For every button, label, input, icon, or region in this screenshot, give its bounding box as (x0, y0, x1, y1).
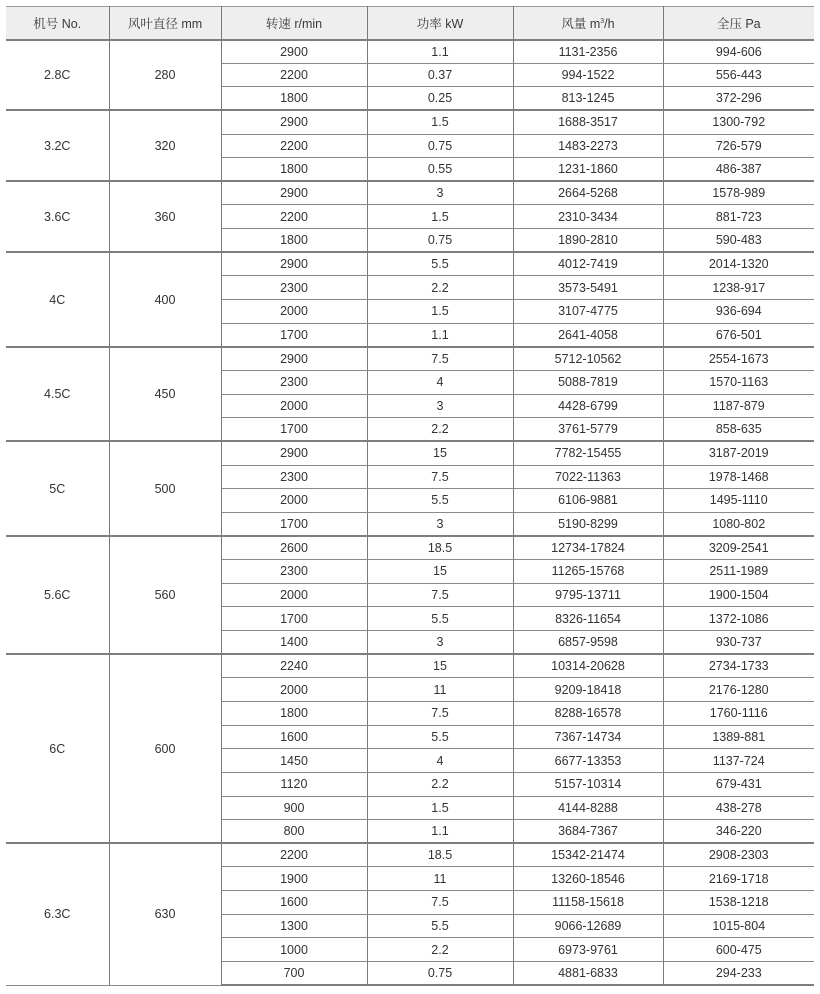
table-row (6, 441, 814, 465)
cell-impeller-diameter: 360 (109, 181, 221, 252)
cell-airflow: 3684-7367 (513, 820, 663, 844)
cell-airflow: 6106-9881 (513, 489, 663, 513)
cell-pressure: 1760-1116 (663, 701, 814, 725)
cell-model-no: 3.2C (6, 110, 109, 181)
cell-pressure: 930-737 (663, 631, 814, 655)
cell-airflow: 3573-5491 (513, 276, 663, 300)
cell-pressure: 590-483 (663, 229, 814, 253)
cell-model-no: 4C (6, 252, 109, 347)
cell-pressure: 3209-2541 (663, 536, 814, 560)
cell-model-no: 2.8C (6, 40, 109, 111)
cell-airflow: 12734-17824 (513, 536, 663, 560)
cell-pressure: 881-723 (663, 205, 814, 229)
cell-speed: 2200 (221, 134, 367, 158)
cell-pressure: 1978-1468 (663, 465, 814, 489)
cell-speed: 900 (221, 796, 367, 820)
header-impeller-diameter (109, 7, 221, 40)
cell-speed: 1700 (221, 607, 367, 631)
cell-speed: 2200 (221, 205, 367, 229)
cell-impeller-diameter: 320 (109, 110, 221, 181)
cell-airflow: 7782-15455 (513, 441, 663, 465)
cell-airflow: 7022-11363 (513, 465, 663, 489)
cell-airflow: 11265-15768 (513, 560, 663, 584)
cell-pressure: 1570-1163 (663, 370, 814, 394)
cell-airflow: 1231-1860 (513, 158, 663, 182)
cell-airflow: 4012-7419 (513, 252, 663, 276)
cell-pressure: 1538-1218 (663, 891, 814, 915)
cell-speed: 2900 (221, 110, 367, 134)
cell-pressure: 1389-881 (663, 725, 814, 749)
cell-power: 2.2 (367, 418, 513, 442)
cell-speed: 2000 (221, 583, 367, 607)
cell-airflow: 2664-5268 (513, 181, 663, 205)
cell-speed: 2900 (221, 181, 367, 205)
cell-impeller-diameter: 600 (109, 654, 221, 843)
cell-speed: 2000 (221, 394, 367, 418)
cell-pressure: 1137-724 (663, 749, 814, 773)
cell-power: 5.5 (367, 489, 513, 513)
cell-pressure: 438-278 (663, 796, 814, 820)
cell-speed: 2900 (221, 347, 367, 371)
table-row (6, 110, 814, 134)
header-superscript: 3 (600, 17, 605, 25)
table-row (6, 252, 814, 276)
cell-impeller-diameter: 630 (109, 843, 221, 985)
cell-power: 1.1 (367, 820, 513, 844)
table-row (6, 843, 814, 867)
cell-pressure: 2554-1673 (663, 347, 814, 371)
cell-power: 2.2 (367, 772, 513, 796)
table-row (6, 654, 814, 678)
cell-airflow: 5190-8299 (513, 512, 663, 536)
cell-power: 0.75 (367, 134, 513, 158)
cell-impeller-diameter: 450 (109, 347, 221, 442)
cell-power: 0.37 (367, 63, 513, 87)
cell-pressure: 726-579 (663, 134, 814, 158)
cell-power: 15 (367, 441, 513, 465)
cell-power: 7.5 (367, 583, 513, 607)
cell-airflow: 5712-10562 (513, 347, 663, 371)
cell-airflow: 3761-5779 (513, 418, 663, 442)
cell-speed: 2300 (221, 465, 367, 489)
cell-power: 1.5 (367, 110, 513, 134)
cell-speed: 1400 (221, 631, 367, 655)
cell-power: 11 (367, 867, 513, 891)
cell-power: 0.75 (367, 961, 513, 985)
table-row (6, 536, 814, 560)
cell-pressure: 1080-802 (663, 512, 814, 536)
cell-speed: 1800 (221, 701, 367, 725)
header-label: 功率 kW (416, 16, 464, 31)
cell-airflow: 1890-2810 (513, 229, 663, 253)
cell-airflow: 13260-18546 (513, 867, 663, 891)
cell-speed: 2300 (221, 560, 367, 584)
table-row (6, 347, 814, 371)
header-label: 机号 No. (33, 16, 82, 31)
cell-pressure: 1015-804 (663, 914, 814, 938)
cell-speed: 2300 (221, 276, 367, 300)
cell-pressure: 372-296 (663, 87, 814, 111)
cell-speed: 1000 (221, 938, 367, 962)
cell-power: 0.25 (367, 87, 513, 111)
cell-airflow: 6973-9761 (513, 938, 663, 962)
cell-power: 18.5 (367, 536, 513, 560)
cell-power: 15 (367, 560, 513, 584)
cell-power: 5.5 (367, 252, 513, 276)
cell-power: 11 (367, 678, 513, 702)
cell-speed: 2000 (221, 678, 367, 702)
cell-airflow: 2310-3434 (513, 205, 663, 229)
cell-speed: 1800 (221, 229, 367, 253)
cell-pressure: 994-606 (663, 40, 814, 64)
cell-power: 1.1 (367, 323, 513, 347)
cell-power: 3 (367, 394, 513, 418)
cell-pressure: 346-220 (663, 820, 814, 844)
cell-power: 4 (367, 749, 513, 773)
cell-airflow: 813-1245 (513, 87, 663, 111)
cell-impeller-diameter: 560 (109, 536, 221, 654)
cell-pressure: 556-443 (663, 63, 814, 87)
cell-speed: 1450 (221, 749, 367, 773)
cell-speed: 1800 (221, 87, 367, 111)
cell-speed: 1700 (221, 323, 367, 347)
cell-airflow: 9066-12689 (513, 914, 663, 938)
cell-pressure: 1187-879 (663, 394, 814, 418)
cell-speed: 2200 (221, 63, 367, 87)
cell-pressure: 1238-917 (663, 276, 814, 300)
table-header-row (6, 7, 814, 40)
cell-power: 15 (367, 654, 513, 678)
cell-pressure: 1372-1086 (663, 607, 814, 631)
cell-power: 18.5 (367, 843, 513, 867)
cell-pressure: 294-233 (663, 961, 814, 985)
cell-speed: 1700 (221, 512, 367, 536)
header-airflow (513, 7, 663, 40)
cell-power: 7.5 (367, 465, 513, 489)
cell-pressure: 676-501 (663, 323, 814, 347)
cell-impeller-diameter: 500 (109, 441, 221, 536)
cell-speed: 1300 (221, 914, 367, 938)
fan-performance-table-container (6, 6, 814, 986)
cell-airflow: 5157-10314 (513, 772, 663, 796)
header-label: 转速 r/min (265, 16, 323, 31)
cell-power: 0.75 (367, 229, 513, 253)
header-label: 风量 m (561, 16, 601, 31)
cell-airflow: 2641-4058 (513, 323, 663, 347)
cell-pressure: 936-694 (663, 300, 814, 324)
cell-power: 0.55 (367, 158, 513, 182)
cell-impeller-diameter: 280 (109, 40, 221, 111)
cell-power: 1.5 (367, 300, 513, 324)
cell-speed: 2600 (221, 536, 367, 560)
cell-speed: 1900 (221, 867, 367, 891)
cell-power: 3 (367, 512, 513, 536)
header-speed (221, 7, 367, 40)
cell-airflow: 10314-20628 (513, 654, 663, 678)
cell-speed: 700 (221, 961, 367, 985)
cell-power: 5.5 (367, 607, 513, 631)
cell-power: 5.5 (367, 725, 513, 749)
cell-airflow: 5088-7819 (513, 370, 663, 394)
cell-model-no: 3.6C (6, 181, 109, 252)
table-row (6, 181, 814, 205)
cell-pressure: 2511-1989 (663, 560, 814, 584)
cell-pressure: 2734-1733 (663, 654, 814, 678)
cell-pressure: 3187-2019 (663, 441, 814, 465)
table-row (6, 40, 814, 64)
cell-model-no: 5.6C (6, 536, 109, 654)
cell-airflow: 4881-6833 (513, 961, 663, 985)
cell-airflow: 4428-6799 (513, 394, 663, 418)
cell-speed: 2000 (221, 489, 367, 513)
cell-pressure: 1578-989 (663, 181, 814, 205)
cell-airflow: 11158-15618 (513, 891, 663, 915)
cell-model-no: 6.3C (6, 843, 109, 985)
table-body (6, 40, 814, 986)
cell-pressure: 1900-1504 (663, 583, 814, 607)
cell-power: 3 (367, 631, 513, 655)
header-suffix: /h (604, 16, 615, 31)
cell-speed: 2900 (221, 252, 367, 276)
cell-power: 4 (367, 370, 513, 394)
cell-power: 1.5 (367, 796, 513, 820)
cell-airflow: 994-1522 (513, 63, 663, 87)
cell-airflow: 6677-13353 (513, 749, 663, 773)
cell-impeller-diameter: 400 (109, 252, 221, 347)
cell-speed: 2200 (221, 843, 367, 867)
cell-power: 1.5 (367, 205, 513, 229)
header-label: 全压 Pa (716, 16, 761, 31)
cell-pressure: 2176-1280 (663, 678, 814, 702)
fan-performance-table (6, 6, 814, 986)
cell-speed: 800 (221, 820, 367, 844)
cell-power: 7.5 (367, 891, 513, 915)
cell-airflow: 1131-2356 (513, 40, 663, 64)
cell-pressure: 679-431 (663, 772, 814, 796)
cell-speed: 2300 (221, 370, 367, 394)
cell-speed: 2240 (221, 654, 367, 678)
cell-airflow: 8326-11654 (513, 607, 663, 631)
cell-airflow: 7367-14734 (513, 725, 663, 749)
cell-pressure: 2908-2303 (663, 843, 814, 867)
cell-model-no: 4.5C (6, 347, 109, 442)
cell-airflow: 8288-16578 (513, 701, 663, 725)
cell-speed: 1700 (221, 418, 367, 442)
cell-pressure: 486-387 (663, 158, 814, 182)
cell-airflow: 6857-9598 (513, 631, 663, 655)
header-power (367, 7, 513, 40)
cell-pressure: 2014-1320 (663, 252, 814, 276)
cell-airflow: 4144-8288 (513, 796, 663, 820)
cell-speed: 2900 (221, 441, 367, 465)
cell-airflow: 15342-21474 (513, 843, 663, 867)
header-model-no (6, 7, 109, 40)
cell-pressure: 600-475 (663, 938, 814, 962)
cell-model-no: 6C (6, 654, 109, 843)
cell-power: 7.5 (367, 347, 513, 371)
cell-speed: 2000 (221, 300, 367, 324)
cell-speed: 1120 (221, 772, 367, 796)
cell-speed: 1600 (221, 891, 367, 915)
cell-power: 1.1 (367, 40, 513, 64)
cell-airflow: 9795-13711 (513, 583, 663, 607)
cell-power: 3 (367, 181, 513, 205)
header-label: 风叶直径 mm (127, 16, 203, 31)
cell-speed: 2900 (221, 40, 367, 64)
cell-pressure: 1495-1110 (663, 489, 814, 513)
cell-speed: 1800 (221, 158, 367, 182)
cell-speed: 1600 (221, 725, 367, 749)
cell-airflow: 1483-2273 (513, 134, 663, 158)
cell-pressure: 858-635 (663, 418, 814, 442)
cell-airflow: 9209-18418 (513, 678, 663, 702)
cell-pressure: 1300-792 (663, 110, 814, 134)
cell-pressure: 2169-1718 (663, 867, 814, 891)
cell-model-no: 5C (6, 441, 109, 536)
cell-power: 2.2 (367, 276, 513, 300)
header-total-pressure (663, 7, 814, 40)
cell-power: 5.5 (367, 914, 513, 938)
cell-airflow: 1688-3517 (513, 110, 663, 134)
cell-power: 7.5 (367, 701, 513, 725)
cell-power: 2.2 (367, 938, 513, 962)
cell-airflow: 3107-4775 (513, 300, 663, 324)
